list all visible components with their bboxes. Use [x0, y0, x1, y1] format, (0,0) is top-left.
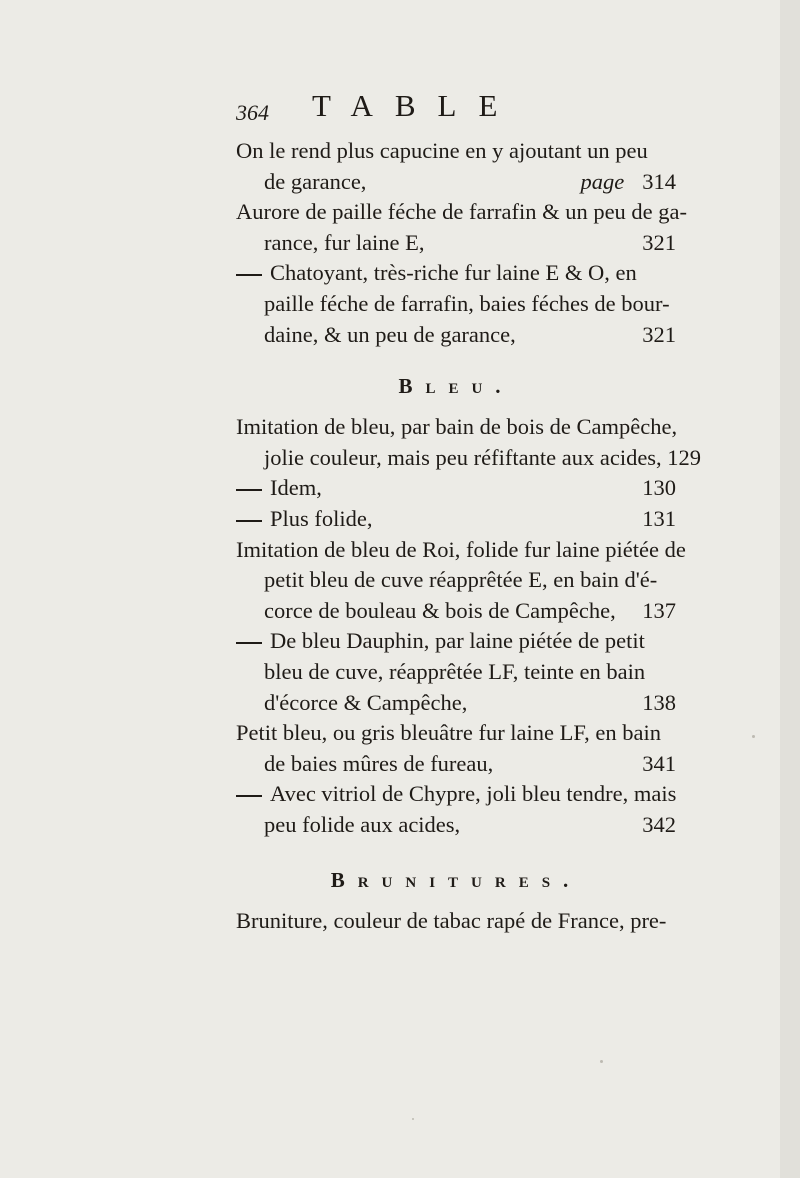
ditto-dash — [236, 489, 262, 491]
entry-line: Aurore de paille féche de farrafin & un peu de ga- — [236, 199, 688, 225]
entry-line: petit bleu de cuve réapprêtée E, en bain d'é- — [264, 567, 658, 593]
page-number: 364 — [236, 100, 269, 125]
index-entry — [236, 779, 676, 840]
page-reference: 342 — [642, 811, 676, 837]
entry-line: Imitation de bleu de Roi, folide fur laine piétée de — [236, 536, 686, 562]
entry-line: Avec vitriol de Chypre, joli bleu tendre, mais — [236, 779, 676, 810]
entry-line: De bleu Dauphin, par laine piétée de petit — [236, 626, 676, 657]
ditto-dash — [236, 795, 262, 797]
index-entry — [236, 718, 676, 779]
paper-speck — [752, 735, 755, 738]
index-entry — [236, 258, 676, 350]
page-reference: 138 — [642, 689, 676, 715]
page-reference: 321 — [642, 229, 676, 255]
entry-line: jolie couleur, mais peu réfiftante aux acides, 129 — [264, 444, 702, 470]
entry-line: Plus folide, 131 — [236, 504, 676, 535]
entry-line: de garance, page 314 — [236, 167, 676, 198]
ditto-dash — [236, 642, 262, 644]
entry-line: de baies mûres de fureau, 341 — [236, 749, 676, 780]
page-header — [236, 88, 656, 128]
page-reference: page 314 — [580, 168, 676, 194]
index-text — [236, 136, 702, 937]
entry-line: daine, & un peu de garance, 321 — [236, 320, 676, 351]
entry-line: On le rend plus capucine en y ajoutant un peu — [236, 138, 648, 163]
entry-line: Chatoyant, très-riche fur laine E & O, en — [236, 258, 676, 289]
entry-line: corce de bouleau & bois de Campêche, 137 — [236, 596, 676, 627]
index-entry — [236, 906, 676, 937]
paper-speck — [412, 1118, 414, 1120]
paper-speck — [600, 1060, 603, 1063]
entry-line: bleu de cuve, réapprêtée LF, teinte en bain — [264, 658, 646, 684]
index-entry — [236, 197, 688, 258]
ditto-dash — [236, 274, 262, 276]
entry-line: d'écorce & Campêche, 138 — [236, 688, 676, 719]
entry-line: Bruniture, couleur de tabac rapé de France, pre- — [236, 908, 667, 934]
page-gutter — [780, 0, 800, 1178]
entry-line: rance, fur laine E, 321 — [236, 228, 676, 259]
entry-line: Imitation de bleu, par bain de bois de Campêche, — [236, 414, 678, 440]
page-reference: 130 — [642, 475, 676, 501]
index-entry — [236, 473, 676, 504]
section-heading-bleu: Bleu. — [398, 374, 514, 399]
index-entry — [236, 535, 686, 627]
page-reference: 137 — [642, 597, 676, 623]
page-reference: 341 — [642, 750, 676, 776]
index-entry — [236, 412, 702, 473]
index-entry — [236, 136, 676, 197]
ditto-dash — [236, 520, 262, 522]
entry-line: Idem, 130 — [236, 473, 676, 504]
running-title: TABLE — [312, 88, 520, 123]
section-heading-brunitures: Brunitures. — [330, 868, 582, 893]
page-reference: 321 — [642, 321, 676, 347]
page-reference: 131 — [642, 505, 676, 531]
entry-line: peu folide aux acides, 342 — [236, 810, 676, 841]
entry-line: paille féche de farrafin, baies féches de bour- — [264, 290, 670, 316]
index-entry — [236, 504, 676, 535]
index-entry — [236, 626, 676, 718]
entry-line: Petit bleu, ou gris bleuâtre fur laine LF, en bain — [236, 720, 661, 746]
